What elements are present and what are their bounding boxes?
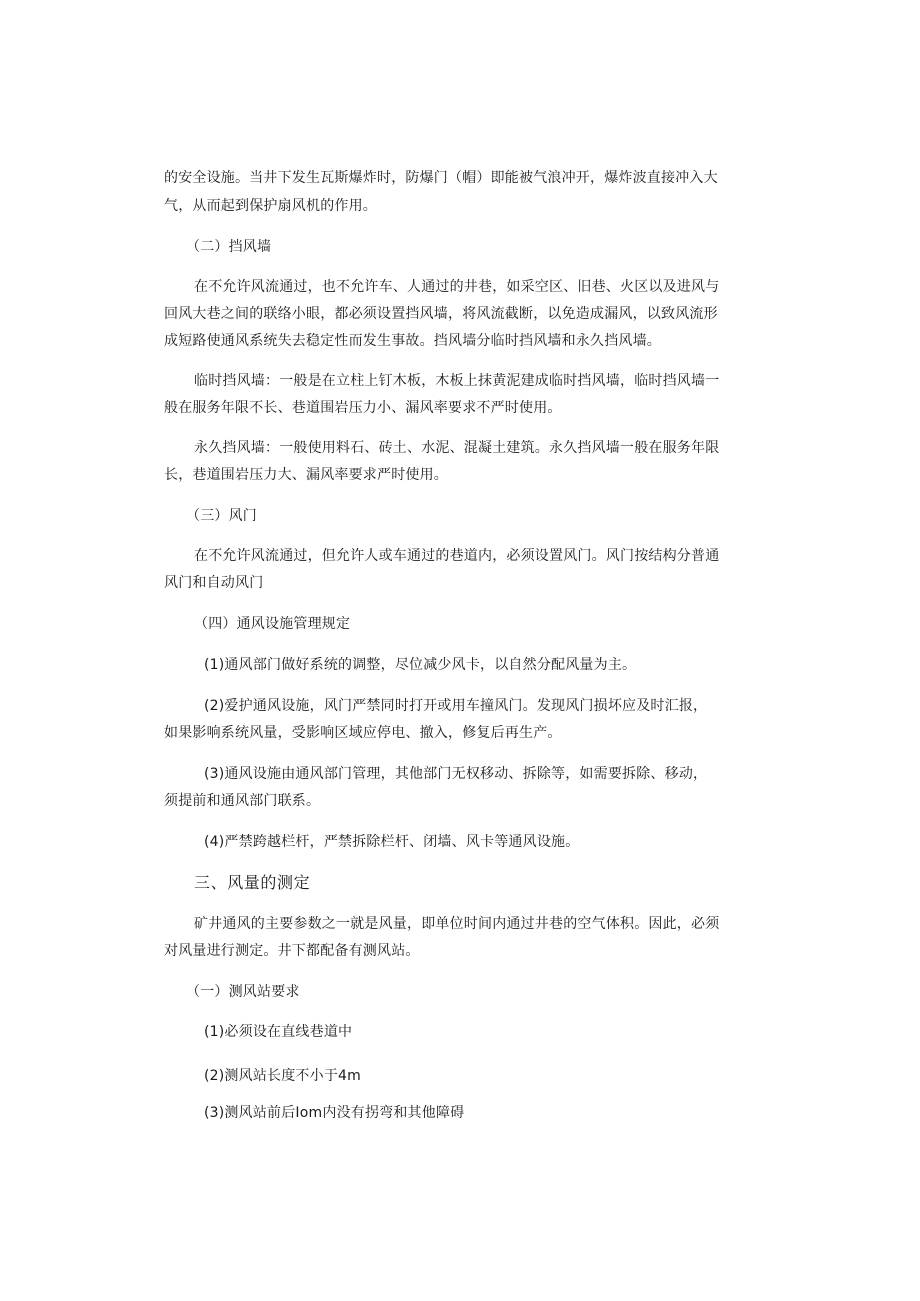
body-text-line: 永久挡风墙：一般使用料石、砖土、水泥、混凝土建筑。永久挡风墙一般在服务年限 bbox=[194, 440, 720, 456]
body-text-line: 临时挡风墙：一般是在立柱上钉木板，木板上抹黄泥建成临时挡风墙，临时挡风墙一 bbox=[194, 373, 720, 389]
list-item: (1)通风部门做好系统的调整，尽位减少风卡，以自然分配风量为主。 bbox=[204, 657, 637, 673]
list-item: (2)爱护通风设施，风门严禁同时打开或用车撞风门。发现风门损坏应及时汇报， bbox=[204, 698, 708, 714]
body-text-line: 在不允许风流通过，也不允许车、人通过的井巷，如采空区、旧巷、火区以及进风与 bbox=[194, 279, 720, 295]
chapter-heading: 三、风量的测定 bbox=[194, 873, 311, 892]
body-text-line: 回风大巷之间的联络小眼，都必须设置挡风墙，将风流截断，以免造成漏风，以致风流形 bbox=[164, 306, 718, 322]
body-text-line: 的安全设施。当井下发生瓦斯爆炸时，防爆门（帽）即能被气浪冲开，爆炸波直接冲入大 bbox=[164, 170, 718, 186]
body-text-line: 对风量进行测定。井下都配备有测风站。 bbox=[164, 943, 420, 959]
body-text-line: 成短路使通风系统失去稳定性而发生事故。挡风墙分临时挡风墙和永久挡风墙。 bbox=[164, 333, 661, 349]
list-item: (3)测风站前后Iom内没有拐弯和其他障碍 bbox=[204, 1105, 465, 1121]
body-text-line: 长，巷道围岩压力大、漏风率要求严时使用。 bbox=[164, 467, 448, 483]
list-item: (4)严禁跨越栏杆，严禁拆除栏杆、闭墙、风卡等通风设施。 bbox=[204, 834, 580, 850]
list-item: (1)必须设在直线巷道中 bbox=[204, 1024, 353, 1040]
body-text-line: 般在服务年限不长、巷道围岩压力小、漏风率要求不严时使用。 bbox=[164, 400, 562, 416]
body-text-line: 气，从而起到保护扇风机的作用。 bbox=[164, 198, 377, 214]
section-heading: （三）风门 bbox=[186, 508, 257, 524]
section-heading: （一）测风站要求 bbox=[186, 984, 300, 1000]
body-text-line: 须提前和通风部门联系。 bbox=[164, 793, 321, 809]
body-text-line: 矿井通风的主要参数之一就是风量，即单位时间内通过井巷的空气体积。因此，必须 bbox=[194, 916, 720, 932]
body-text-line: 风门和自动风门 bbox=[164, 575, 264, 591]
list-item: (2)测风站长度不小于4m bbox=[204, 1068, 361, 1084]
section-heading: （四）通风设施管理规定 bbox=[194, 616, 351, 632]
body-text-line: 如果影响系统风量，受影响区域应停电、撤入，修复后再生产。 bbox=[164, 725, 562, 741]
list-item: (3)通风设施由通风部门管理，其他部门无权移动、拆除等，如需要拆除、移动， bbox=[204, 766, 708, 782]
section-heading: （二）挡风墙 bbox=[186, 239, 272, 255]
body-text-line: 在不允许风流通过，但允许人或车通过的巷道内，必须设置风门。风门按结构分普通 bbox=[194, 548, 720, 564]
